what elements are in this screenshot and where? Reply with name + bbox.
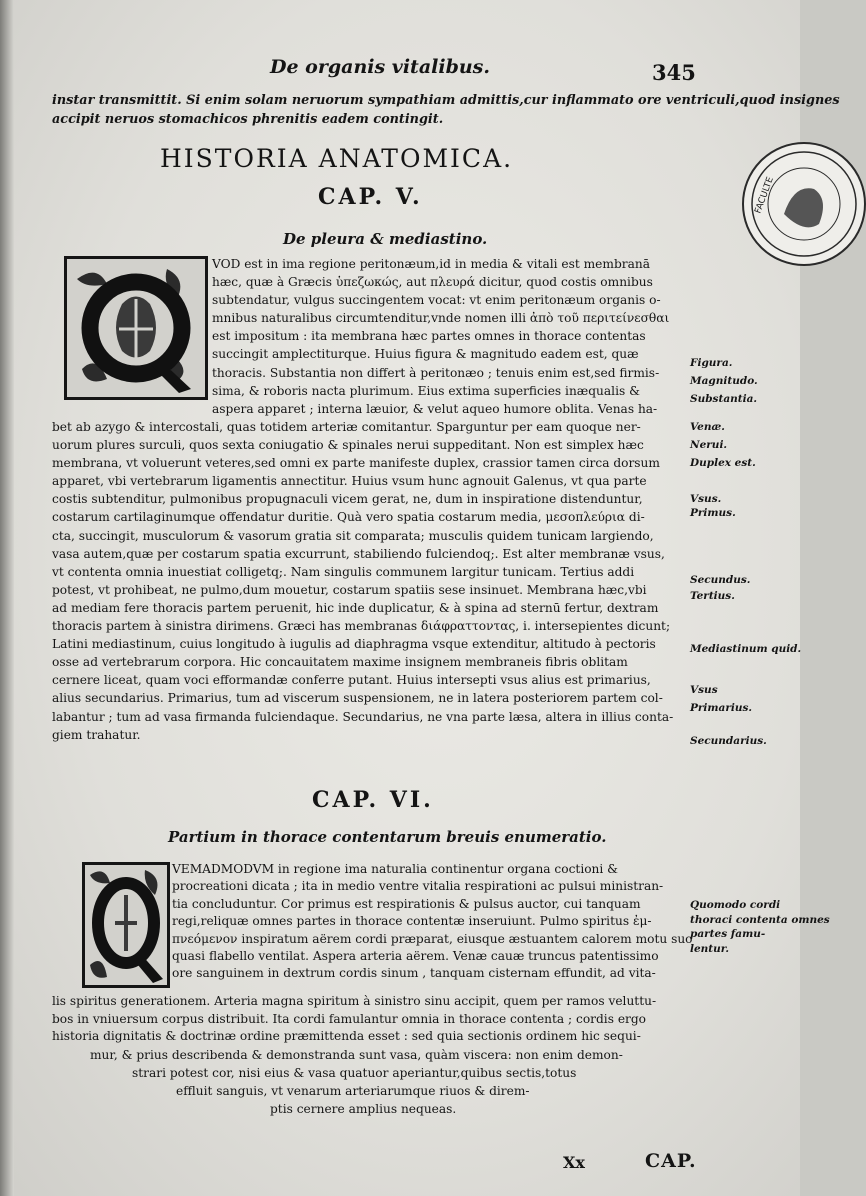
margin-note: Quomodo cordi (690, 899, 781, 911)
text-line: πνεόμενον inspiratum aërem cordi præparat, eiusque æstuantem calorem motu suo (172, 931, 693, 946)
text-line: est impositum : ita membrana hæc partes omnes in thorace contentas (212, 329, 646, 344)
chapter5-text-beside-initial (212, 255, 690, 418)
text-line: quasi flabello ventilat. Aspera arteria aërem. Venæ cauæ truncus patentissimo (172, 948, 659, 963)
text-line: succingit amplectiturque. Huius figura & magnitudo eadem est, quæ (212, 347, 639, 362)
text-line: sima, & roboris nacta plurimum. Eius extima superficies inæqualis & (212, 383, 640, 398)
text-line: bos in vniuersum corpus distribuit. Ita cordi famulantur omnia in thorace contenta ; cordis ergo (52, 1011, 647, 1026)
margin-note: partes famu- (690, 928, 766, 940)
margin-note: Substantia. (690, 393, 758, 405)
chapter5-margin-notes (690, 357, 800, 777)
text-line: apparet, vbi vertebrarum ligamentis annectitur. Huius vsum hunc agnouit Galenus, vt qua parte (52, 474, 647, 489)
chapter-subtitle: Partium in thorace contentarum breuis enumeratio. (168, 828, 607, 846)
text-line: strari potest cor, nisi eius & vasa quatuor aperiantur,quibus sectis,totus (132, 1066, 577, 1080)
text-line: VOD est in ima regione peritonæum,id in media & vitali est membranā (212, 257, 650, 271)
decorated-initial-q-icon (82, 862, 170, 988)
text-line: tia concluduntur. Cor primus est respirationis & pulsus auctor, cui tanquam (172, 896, 641, 911)
margin-note: Secundus. (690, 574, 751, 586)
chapter6-margin-notes (690, 898, 830, 956)
page-number: 345 (652, 60, 696, 85)
margin-note: thoraci contenta omnes (690, 913, 830, 926)
margin-note: lentur. (690, 942, 730, 955)
text-line: lis spiritus generationem. Arteria magna spiritum à sinistro sinu accipit, quem per ramos veluttu- (52, 994, 657, 1008)
margin-note: Mediastinum quid. (690, 643, 802, 655)
text-line: subtendatur, vulgus succingentem vocat: vt enim peritonæum organis o- (212, 293, 661, 308)
text-line: costarum cartilaginumque offendatur duritie. Quà vero spatia costarum media, μεσοπλεύρια di- (52, 510, 645, 525)
text-line: effluit sanguis, vt venarum arteriarumque riuos & direm- (176, 1084, 530, 1098)
text-line: cta, succingit, musculorum & vasorum gratia sit comparata; musculis quidem tunicam largiendo, (52, 528, 654, 543)
text-line: osse ad vertebrarum corpora. Hic concauitatem maxime insignem membraneis fibris oblitam (52, 655, 628, 670)
margin-note: Venæ. (690, 421, 725, 433)
margin-note: Tertius. (690, 590, 735, 602)
text-line: regi,reliquæ omnes partes in thorace contentæ inseruiunt. Pulmo spiritus ἐμ- (172, 914, 652, 929)
text-line: thoracis. Substantia non differt à peritonæo ; tenuis enim est,sed firmis- (212, 365, 660, 380)
text-line: hæc, quæ à Græcis ὑπεζωκώς, aut πλευρά dicitur, quod costis omnibus (212, 275, 653, 290)
text-line: Latini mediastinum, cuius longitudo à iugulis ad diaphragma vsque extenditur, altitudo à pectoris (52, 637, 656, 652)
text-line: alius secundarius. Primarius, tum ad viscerum suspensionem, ne in latera posteriorem partem col- (52, 691, 663, 706)
text-line: vasa autem,quæ per costarum spatia excurrunt, stabiliendo fulciendoq;. Est alter membranæ vsus, (52, 546, 665, 561)
chapter-heading: CAP. VI. (312, 787, 434, 813)
text-line: aspera apparet ; interna læuior, & velut aqueo humore oblita. Venas ha- (212, 401, 658, 416)
intro-line: instar transmittit. Si enim solam neruorum sympathiam admittis,cur inflammato ore ventriculi,quod insignes (52, 93, 840, 108)
text-line: giem trahatur. (52, 727, 141, 742)
margin-note: Primarius. (690, 702, 753, 714)
margin-note: Vsus (690, 684, 718, 696)
text-line: vt contenta omnia inuestiat colligetq;. Nam singulis communem largitur tunicam. Tertius addi (52, 564, 635, 579)
text-line: procreationi dicata ; ita in medio ventre vitalia respirationi ac pulsui ministran- (172, 879, 664, 894)
running-title: De organis vitalibus. (270, 56, 490, 78)
text-line: mur, & prius describenda & demonstranda sunt vasa, quàm viscera: non enim demon- (90, 1048, 623, 1062)
text-line: thoracis partem à sinistra dirimens. Græci has membranas διάφραττοντας, i. intersepientes dicunt; (52, 619, 671, 634)
margin-note: Secundarius. (690, 735, 767, 747)
chapter6-text-beside-initial (172, 861, 693, 983)
margin-note: Figura. (690, 357, 733, 369)
chapter6-text (52, 993, 690, 1046)
page-gutter-shadow (0, 0, 14, 1196)
text-line: membrana, vt voluerunt veteres,sed omni ex parte manifeste duplex, crassior tamen circa dorsum (52, 456, 660, 471)
svg-text:FACULTE: FACULTE (753, 175, 776, 216)
text-line: cernere liceat, quam voci efformandæ conferre putant. Huius intersepti vsus alius est primarius, (52, 673, 651, 688)
text-line: uorum plures surculi, quos sexta coniugatio & spinales nerui suppeditant. Non est simplex hæc (52, 438, 644, 453)
chapter5-text (52, 418, 690, 744)
margin-note: Nerui. (690, 439, 728, 451)
intro-line: accipit neruos stomachicos phrenitis eadem contingit. (52, 112, 444, 127)
text-line: potest, vt prohibeat, ne pulmo,dum mouetur, costarum spatiis sese insinuet. Membrana hæc,vbi (52, 582, 647, 597)
text-line: ore sanguinem in dextrum cordis sinum , tanquam cisternam effundit, ad vita- (172, 966, 656, 981)
text-line: bet ab azygo & intercostali, quas totidem arteriæ comitantur. Sparguntur per eam quoque ner- (52, 420, 641, 434)
chapter-heading: CAP. V. (318, 184, 423, 210)
margin-note: Magnitudo. (690, 375, 758, 387)
catchword: CAP. (645, 1150, 697, 1172)
section-title: HISTORIA ANATOMICA. (160, 144, 514, 173)
margin-note: Primus. (690, 507, 736, 519)
text-line: ptis cernere amplius nequeas. (270, 1102, 457, 1116)
text-line: mnibus naturalibus circumtenditur,vnde nomen illi ἀπὸ τοῦ περιτείνεσθαι (212, 311, 670, 326)
decorated-initial-q-icon (64, 256, 208, 400)
signature-mark: Xx (563, 1153, 585, 1172)
text-line: historia dignitatis & doctrinæ ordine præmittenda esset : sed quia sectionis ordinem hic sequi- (52, 1029, 641, 1044)
text-line: costis subtenditur, pulmonibus propugnaculi vicem gerat, ne, dum in inspiratione distenduntur, (52, 492, 643, 507)
text-line: ad mediam fere thoracis partem peruenit, hic inde duplicatur, & à spina ad sternū fertur, dextram (52, 600, 659, 615)
library-stamp-icon (742, 142, 866, 266)
margin-note: Duplex est. (690, 457, 756, 469)
chapter6-tapered-text (52, 1046, 690, 1118)
text-line: labantur ; tum ad vasa firmanda fulciendaque. Secundarius, ne vna parte læsa, altera in illius conta- (52, 709, 674, 724)
margin-note: Vsus. (690, 493, 722, 505)
text-line: VEMADMODVM in regione ima naturalia continentur organa coctioni & (172, 862, 619, 876)
chapter-subtitle: De pleura & mediastino. (283, 230, 488, 248)
